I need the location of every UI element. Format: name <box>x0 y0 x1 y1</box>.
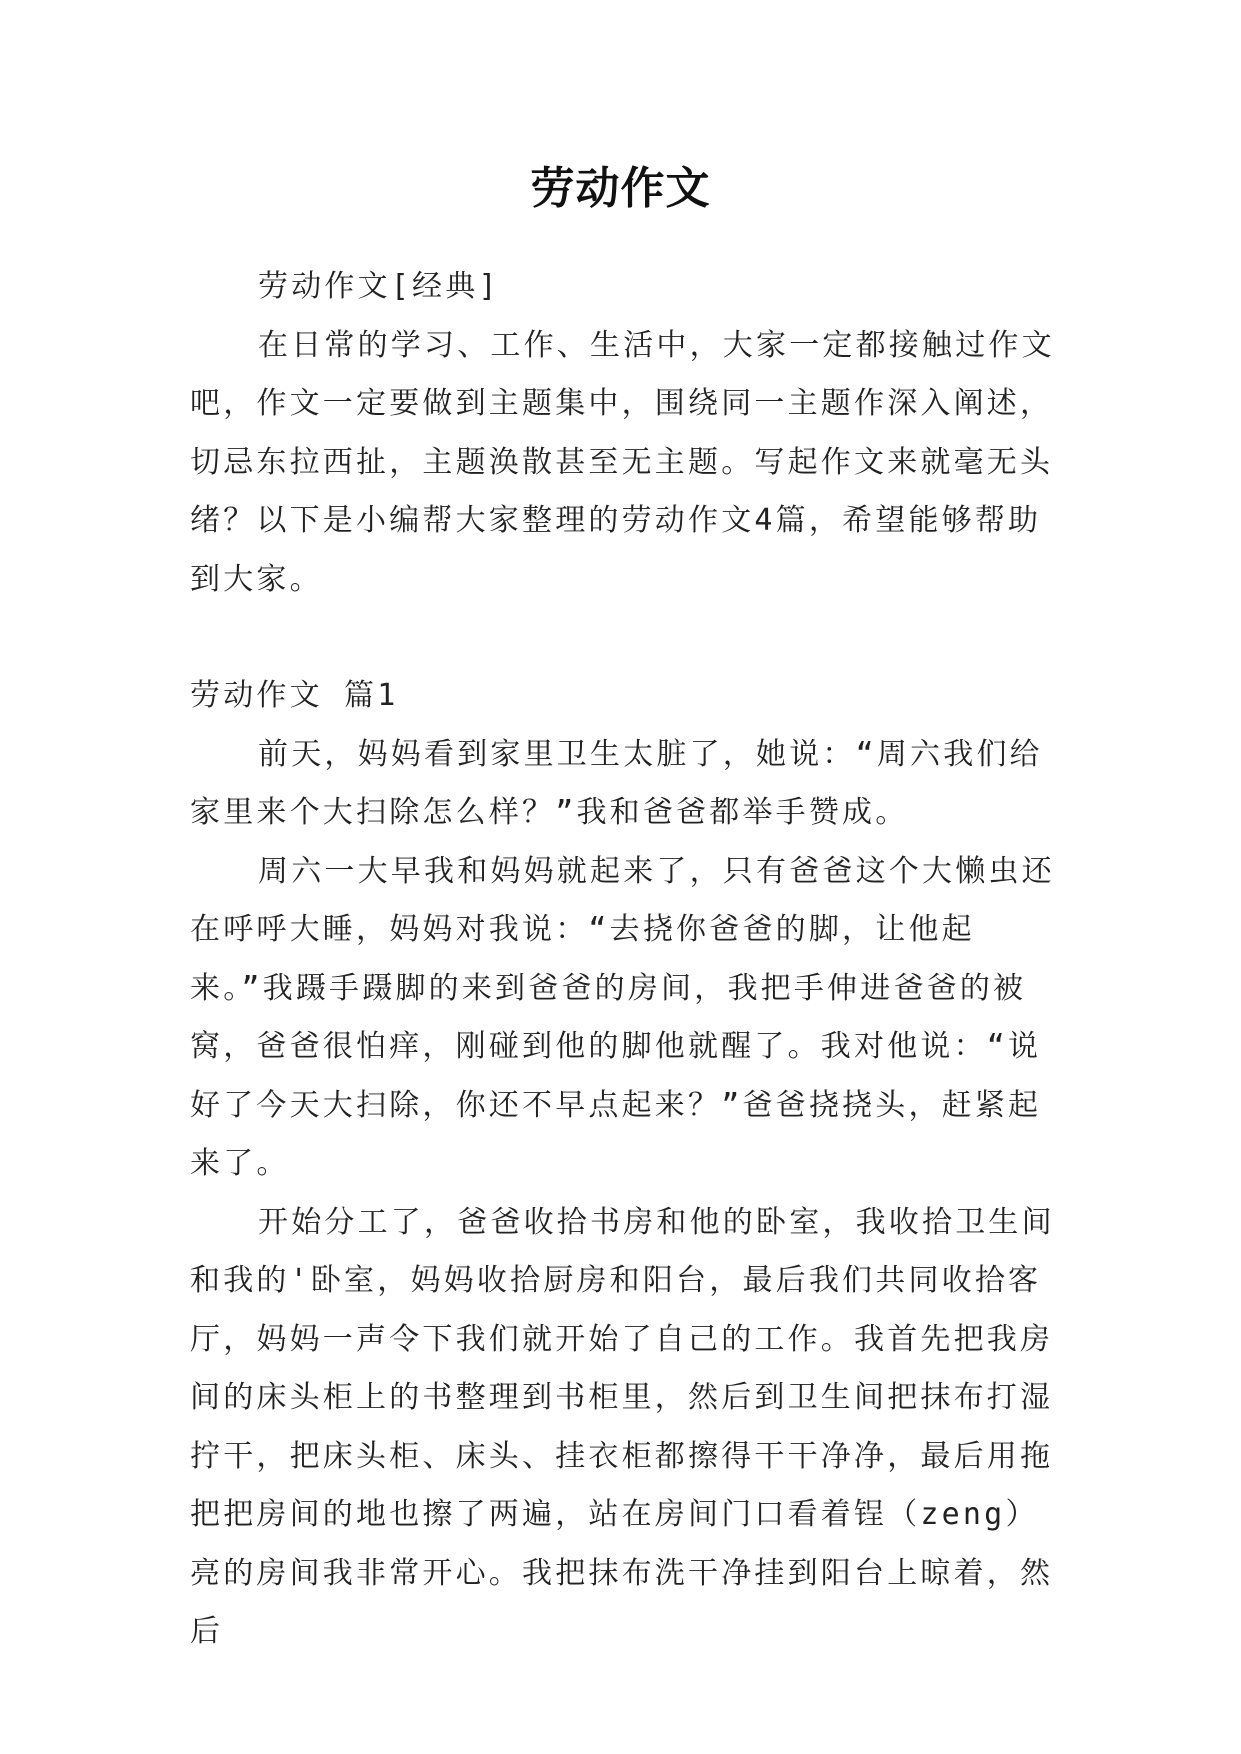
intro-paragraph: 在日常的学习、工作、生活中，大家一定都接触过作文吧，作文一定要做到主题集中，围绕同一主题作深入阐述，切忌东拉西扯，主题涣散甚至无主题。写起作文来就毫无头绪？以下是小编帮大家整理的劳动作文4篇，希望能够帮助到大家。 <box>190 327 1055 597</box>
section-heading: 劳动作文 篇1 <box>190 678 399 713</box>
section-paragraph: 周六一大早我和妈妈就起来了，只有爸爸这个大懒虫还在呼呼大睡，妈妈对我说：“去挠你爸爸的脚，让他起来。”我蹑手蹑脚的来到爸爸的房间，我把手伸进爸爸的被窝，爸爸很怕痒，刚碰到他的脚他就醒了。我对他说：“说好了今天大扫除，你还不早点起来？”爸爸挠挠头，赶紧起来了。 <box>190 853 1055 1181</box>
section-paragraph: 前天，妈妈看到家里卫生太脏了，她说：“周六我们给家里来个大扫除怎么样？”我和爸爸都举手赞成。 <box>190 736 1043 830</box>
document-body <box>190 258 1070 1662</box>
section-paragraph: 开始分工了，爸爸收拾书房和他的卧室，我收拾卫生间和我的'卧室，妈妈收拾厨房和阳台，最后我们共同收拾客厅，妈妈一声令下我们就开始了自己的工作。我首先把我房间的床头柜上的书整理到书柜里，然后到卫生间把抹布打湿拧干，把床头柜、床头、挂衣柜都擦得干干净净，最后用拖把把房间的地也擦了两遍，站在房间门口看着锃（zeng）亮的房间我非常开心。我把抹布洗干净挂到阳台上晾着，然后 <box>190 1204 1055 1649</box>
intro-subtitle: 劳动作文[经典] <box>258 269 500 304</box>
document-title: 劳动作文 <box>530 163 711 214</box>
